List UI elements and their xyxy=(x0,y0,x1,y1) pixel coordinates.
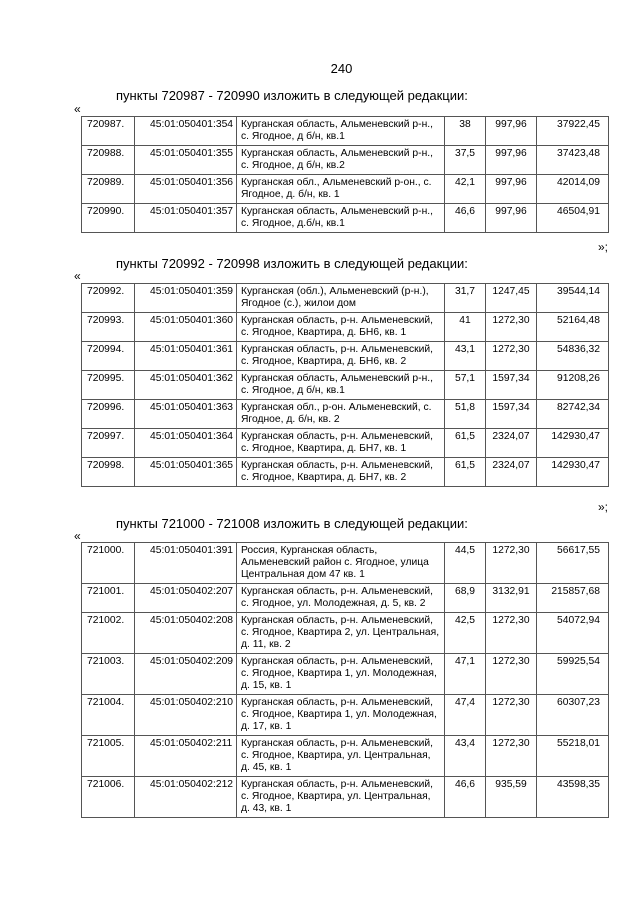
cadastral-number-cell: 45:01:050401:359 xyxy=(135,284,237,313)
area-cell: 47,4 xyxy=(445,695,486,736)
address-cell: Курганская область, р-н. Альменевский, с. Ягодное, Квартира 1, ул. Молодежная, д. 17, кв. 1 xyxy=(237,695,445,736)
total-value-cell: 46504,91 xyxy=(537,204,609,233)
area-cell: 38 xyxy=(445,117,486,146)
item-number-cell: 720998. xyxy=(82,458,135,487)
section-heading-2: пункты 720992 - 720998 изложить в следующей редакции: xyxy=(116,256,468,271)
address-cell: Курганская область, р-н. Альменевский, с. Ягодное, Квартира, ул. Центральная, д. 43, кв. 1 xyxy=(237,777,445,818)
table-row xyxy=(82,584,609,613)
area-cell: 41 xyxy=(445,313,486,342)
cadastral-number-cell: 45:01:050401:355 xyxy=(135,146,237,175)
cadastral-number-cell: 45:01:050401:357 xyxy=(135,204,237,233)
unit-price-cell: 1272,30 xyxy=(486,313,537,342)
total-value-cell: 56617,55 xyxy=(537,543,609,584)
item-number-cell: 721005. xyxy=(82,736,135,777)
cadastral-number-cell: 45:01:050402:212 xyxy=(135,777,237,818)
address-cell: Курганская область, р-н. Альменевский, с. Ягодное, Квартира, д. БН6, кв. 1 xyxy=(237,313,445,342)
unit-price-cell: 1272,30 xyxy=(486,695,537,736)
item-number-cell: 720987. xyxy=(82,117,135,146)
item-number-cell: 721000. xyxy=(82,543,135,584)
cadastral-number-cell: 45:01:050402:208 xyxy=(135,613,237,654)
item-number-cell: 721004. xyxy=(82,695,135,736)
cadastral-number-cell: 45:01:050401:364 xyxy=(135,429,237,458)
total-value-cell: 54072,94 xyxy=(537,613,609,654)
address-cell: Курганская область, Альменевский р-н., с. Ягодное, д б/н, кв.2 xyxy=(237,146,445,175)
area-cell: 44,5 xyxy=(445,543,486,584)
table-row xyxy=(82,342,609,371)
cadastral-number-cell: 45:01:050401:391 xyxy=(135,543,237,584)
area-cell: 68,9 xyxy=(445,584,486,613)
table-row xyxy=(82,429,609,458)
unit-price-cell: 997,96 xyxy=(486,117,537,146)
table-row xyxy=(82,313,609,342)
total-value-cell: 39544,14 xyxy=(537,284,609,313)
total-value-cell: 142930,47 xyxy=(537,458,609,487)
unit-price-cell: 1272,30 xyxy=(486,736,537,777)
area-cell: 42,1 xyxy=(445,175,486,204)
table-row xyxy=(82,736,609,777)
area-cell: 61,5 xyxy=(445,458,486,487)
cadastral-number-cell: 45:01:050402:210 xyxy=(135,695,237,736)
table-row xyxy=(82,175,609,204)
table-row xyxy=(82,204,609,233)
total-value-cell: 59925,54 xyxy=(537,654,609,695)
unit-price-cell: 1597,34 xyxy=(486,371,537,400)
item-number-cell: 721002. xyxy=(82,613,135,654)
item-number-cell: 720989. xyxy=(82,175,135,204)
item-number-cell: 720996. xyxy=(82,400,135,429)
total-value-cell: 54836,32 xyxy=(537,342,609,371)
table-row xyxy=(82,654,609,695)
area-cell: 46,6 xyxy=(445,204,486,233)
cadastral-number-cell: 45:01:050401:361 xyxy=(135,342,237,371)
item-number-cell: 720988. xyxy=(82,146,135,175)
total-value-cell: 55218,01 xyxy=(537,736,609,777)
table-row xyxy=(82,695,609,736)
total-value-cell: 215857,68 xyxy=(537,584,609,613)
total-value-cell: 82742,34 xyxy=(537,400,609,429)
table-row xyxy=(82,117,609,146)
total-value-cell: 43598,35 xyxy=(537,777,609,818)
opening-quote: « xyxy=(74,269,81,283)
item-number-cell: 720995. xyxy=(82,371,135,400)
address-cell: Курганская область, Альменевский р-н., с. Ягодное, д б/н, кв.1 xyxy=(237,117,445,146)
cadastral-number-cell: 45:01:050401:362 xyxy=(135,371,237,400)
cadastral-number-cell: 45:01:050402:207 xyxy=(135,584,237,613)
cadastral-number-cell: 45:01:050401:363 xyxy=(135,400,237,429)
cadastral-number-cell: 45:01:050401:356 xyxy=(135,175,237,204)
address-cell: Курганская область, р-н. Альменевский, с. Ягодное, Квартира, д. БН6, кв. 2 xyxy=(237,342,445,371)
page-number: 240 xyxy=(330,61,353,76)
address-cell: Курганская область, Альменевский р-н., с. Ягодное, д.б/н, кв.1 xyxy=(237,204,445,233)
cadastral-number-cell: 45:01:050401:360 xyxy=(135,313,237,342)
area-cell: 37,5 xyxy=(445,146,486,175)
total-value-cell: 37922,45 xyxy=(537,117,609,146)
item-number-cell: 721006. xyxy=(82,777,135,818)
cadastral-number-cell: 45:01:050401:365 xyxy=(135,458,237,487)
area-cell: 57,1 xyxy=(445,371,486,400)
unit-price-cell: 997,96 xyxy=(486,204,537,233)
opening-quote: « xyxy=(74,102,81,116)
address-cell: Курганская область, р-н. Альменевский, с. Ягодное, Квартира 2, ул. Центральная, д. 11, кв. 2 xyxy=(237,613,445,654)
opening-quote: « xyxy=(74,529,81,543)
section-heading-3: пункты 721000 - 721008 изложить в следующей редакции: xyxy=(116,516,468,531)
unit-price-cell: 1272,30 xyxy=(486,543,537,584)
item-number-cell: 721003. xyxy=(82,654,135,695)
unit-price-cell: 1247,45 xyxy=(486,284,537,313)
address-cell: Курганская обл., р-он. Альменевский, с. Ягодное, д. б/н, кв. 2 xyxy=(237,400,445,429)
table-row xyxy=(82,371,609,400)
cadastral-number-cell: 45:01:050401:354 xyxy=(135,117,237,146)
unit-price-cell: 1272,30 xyxy=(486,613,537,654)
area-cell: 42,5 xyxy=(445,613,486,654)
address-cell: Курганская (обл.), Альменевский (р-н.), Ягодное (с.), жилои дом xyxy=(237,284,445,313)
table-row xyxy=(82,146,609,175)
total-value-cell: 60307,23 xyxy=(537,695,609,736)
address-cell: Курганская область, р-н. Альменевский, с. Ягодное, ул. Молодежная, д. 5, кв. 2 xyxy=(237,584,445,613)
unit-price-cell: 2324,07 xyxy=(486,429,537,458)
item-number-cell: 720994. xyxy=(82,342,135,371)
address-cell: Курганская область, р-н. Альменевский, с. Ягодное, Квартира 1, ул. Молодежная, д. 15, кв. 1 xyxy=(237,654,445,695)
address-cell: Россия, Курганская область, Альменевский район с. Ягодное, улица Центральная дом 47 кв. 1 xyxy=(237,543,445,584)
cadastral-number-cell: 45:01:050402:211 xyxy=(135,736,237,777)
area-cell: 51,8 xyxy=(445,400,486,429)
closing-quote: »; xyxy=(597,240,608,254)
item-number-cell: 720990. xyxy=(82,204,135,233)
table-row xyxy=(82,284,609,313)
total-value-cell: 142930,47 xyxy=(537,429,609,458)
table-row xyxy=(82,400,609,429)
table-row xyxy=(82,458,609,487)
total-value-cell: 42014,09 xyxy=(537,175,609,204)
unit-price-cell: 997,96 xyxy=(486,146,537,175)
unit-price-cell: 2324,07 xyxy=(486,458,537,487)
table-row xyxy=(82,777,609,818)
area-cell: 43,4 xyxy=(445,736,486,777)
closing-quote: »; xyxy=(597,500,608,514)
table-row xyxy=(82,613,609,654)
table-section-3 xyxy=(81,542,609,818)
unit-price-cell: 1597,34 xyxy=(486,400,537,429)
item-number-cell: 720993. xyxy=(82,313,135,342)
table-row xyxy=(82,543,609,584)
item-number-cell: 721001. xyxy=(82,584,135,613)
address-cell: Курганская область, Альменевский р-н., с. Ягодное, д б/н, кв.1 xyxy=(237,371,445,400)
table-section-2 xyxy=(81,283,609,487)
area-cell: 47,1 xyxy=(445,654,486,695)
section-heading-1: пункты 720987 - 720990 изложить в следующей редакции: xyxy=(116,88,468,103)
total-value-cell: 52164,48 xyxy=(537,313,609,342)
total-value-cell: 37423,48 xyxy=(537,146,609,175)
unit-price-cell: 3132,91 xyxy=(486,584,537,613)
unit-price-cell: 935,59 xyxy=(486,777,537,818)
unit-price-cell: 997,96 xyxy=(486,175,537,204)
cadastral-number-cell: 45:01:050402:209 xyxy=(135,654,237,695)
table-section-1 xyxy=(81,116,609,233)
address-cell: Курганская обл., Альменевский р-он., с. Ягодное, д. б/н, кв. 1 xyxy=(237,175,445,204)
area-cell: 61,5 xyxy=(445,429,486,458)
address-cell: Курганская область, р-н. Альменевский, с. Ягодное, Квартира, ул. Центральная, д. 45, кв. 1 xyxy=(237,736,445,777)
area-cell: 46,6 xyxy=(445,777,486,818)
total-value-cell: 91208,26 xyxy=(537,371,609,400)
unit-price-cell: 1272,30 xyxy=(486,342,537,371)
area-cell: 31,7 xyxy=(445,284,486,313)
item-number-cell: 720997. xyxy=(82,429,135,458)
area-cell: 43,1 xyxy=(445,342,486,371)
unit-price-cell: 1272,30 xyxy=(486,654,537,695)
address-cell: Курганская область, р-н. Альменевский, с. Ягодное, Квартира, д. БН7, кв. 1 xyxy=(237,429,445,458)
address-cell: Курганская область, р-н. Альменевский, с. Ягодное, Квартира, д. БН7, кв. 2 xyxy=(237,458,445,487)
item-number-cell: 720992. xyxy=(82,284,135,313)
